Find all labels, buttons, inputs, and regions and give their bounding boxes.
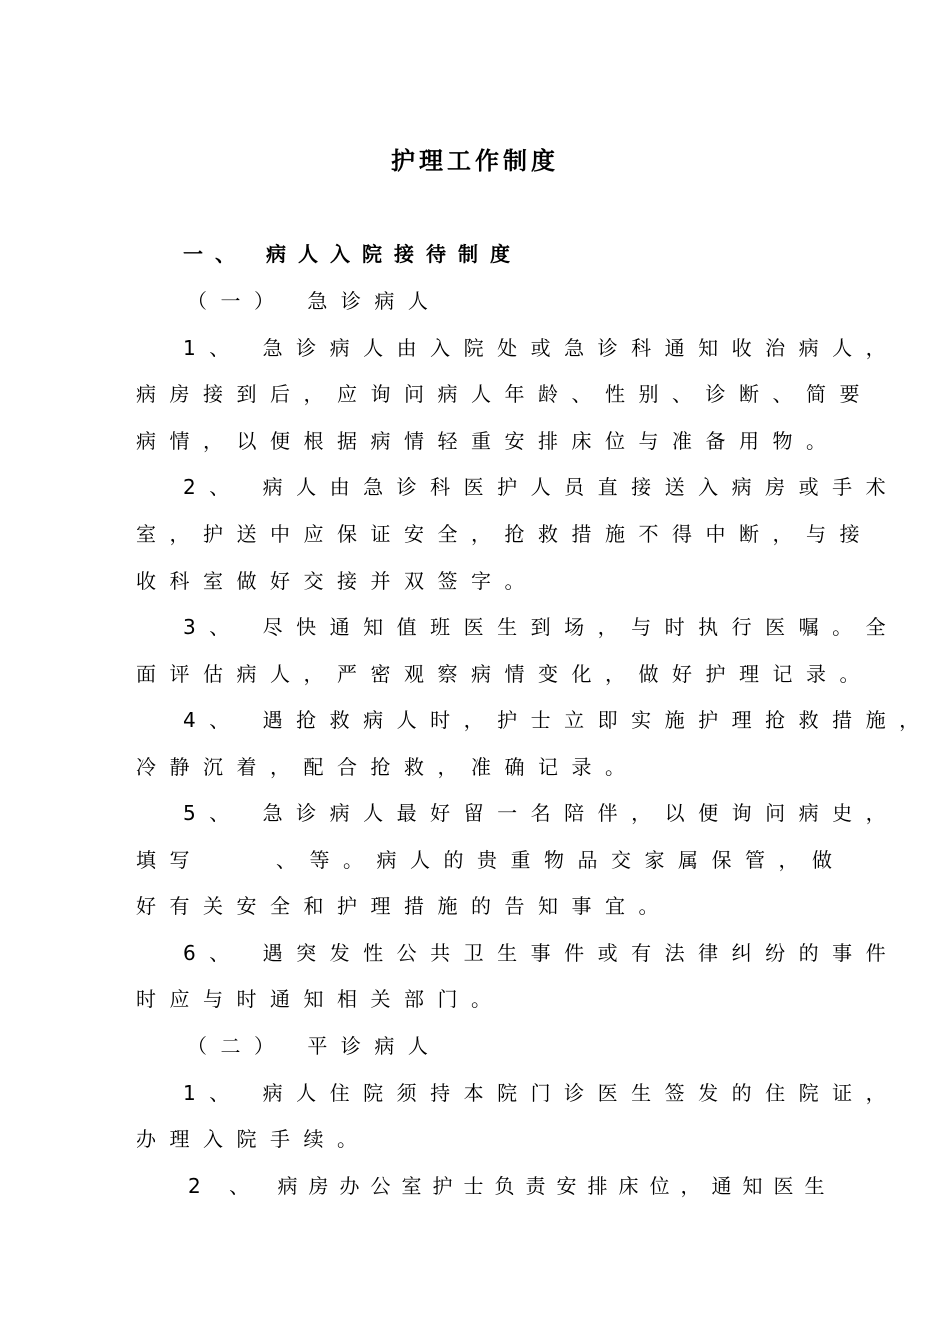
- paragraph-line: 收科室做好交接并双签字。: [136, 569, 538, 593]
- paragraph-line: 、等。病人的贵重物品交家属保管，做: [276, 848, 846, 872]
- paragraph-line: 2、 病人由急诊科医护人员直接送入病房或手术: [183, 475, 900, 499]
- paragraph-line: 时应与时通知相关部门。: [136, 987, 505, 1011]
- paragraph-line: 病情，以便根据病情轻重安排床位与准备用物。: [136, 429, 840, 453]
- paragraph-line: 3、 尽快通知值班医生到场，与时执行医嘱。全: [183, 615, 900, 639]
- paragraph-line: 5、 急诊病人最好留一名陪伴，以便询问病史，: [183, 801, 900, 825]
- subsection-heading: （一） 急诊病人: [187, 289, 442, 313]
- paragraph-line: 病房接到后，应询问病人年龄、性别、诊断、简要: [136, 382, 873, 406]
- paragraph-line: 好有关安全和护理措施的告知事宜。: [136, 894, 672, 918]
- document-title: 护理工作制度: [391, 147, 559, 175]
- paragraph-line: 面评估病人，严密观察病情变化，做好护理记录。: [136, 662, 873, 686]
- paragraph-line: 2 、 病房办公室护士负责安排床位，通知医生: [188, 1174, 836, 1198]
- paragraph-line: 4、 遇抢救病人时，护士立即实施护理抢救措施，: [183, 708, 933, 732]
- paragraph-line: 填写: [136, 848, 203, 872]
- paragraph-line: 冷静沉着，配合抢救，准确记录。: [136, 755, 639, 779]
- section-heading: 一、 病人入院接待制度: [183, 242, 522, 266]
- paragraph-line: 1、 病人住院须持本院门诊医生签发的住院证，: [183, 1081, 900, 1105]
- paragraph-line: 6、 遇突发性公共卫生事件或有法律纠纷的事件: [183, 941, 900, 965]
- subsection-heading: （二） 平诊病人: [187, 1034, 442, 1058]
- paragraph-line: 办理入院手续。: [136, 1127, 371, 1151]
- paragraph-line: 1、 急诊病人由入院处或急诊科通知收治病人，: [183, 336, 900, 360]
- paragraph-line: 室，护送中应保证安全，抢救措施不得中断，与接: [136, 522, 873, 546]
